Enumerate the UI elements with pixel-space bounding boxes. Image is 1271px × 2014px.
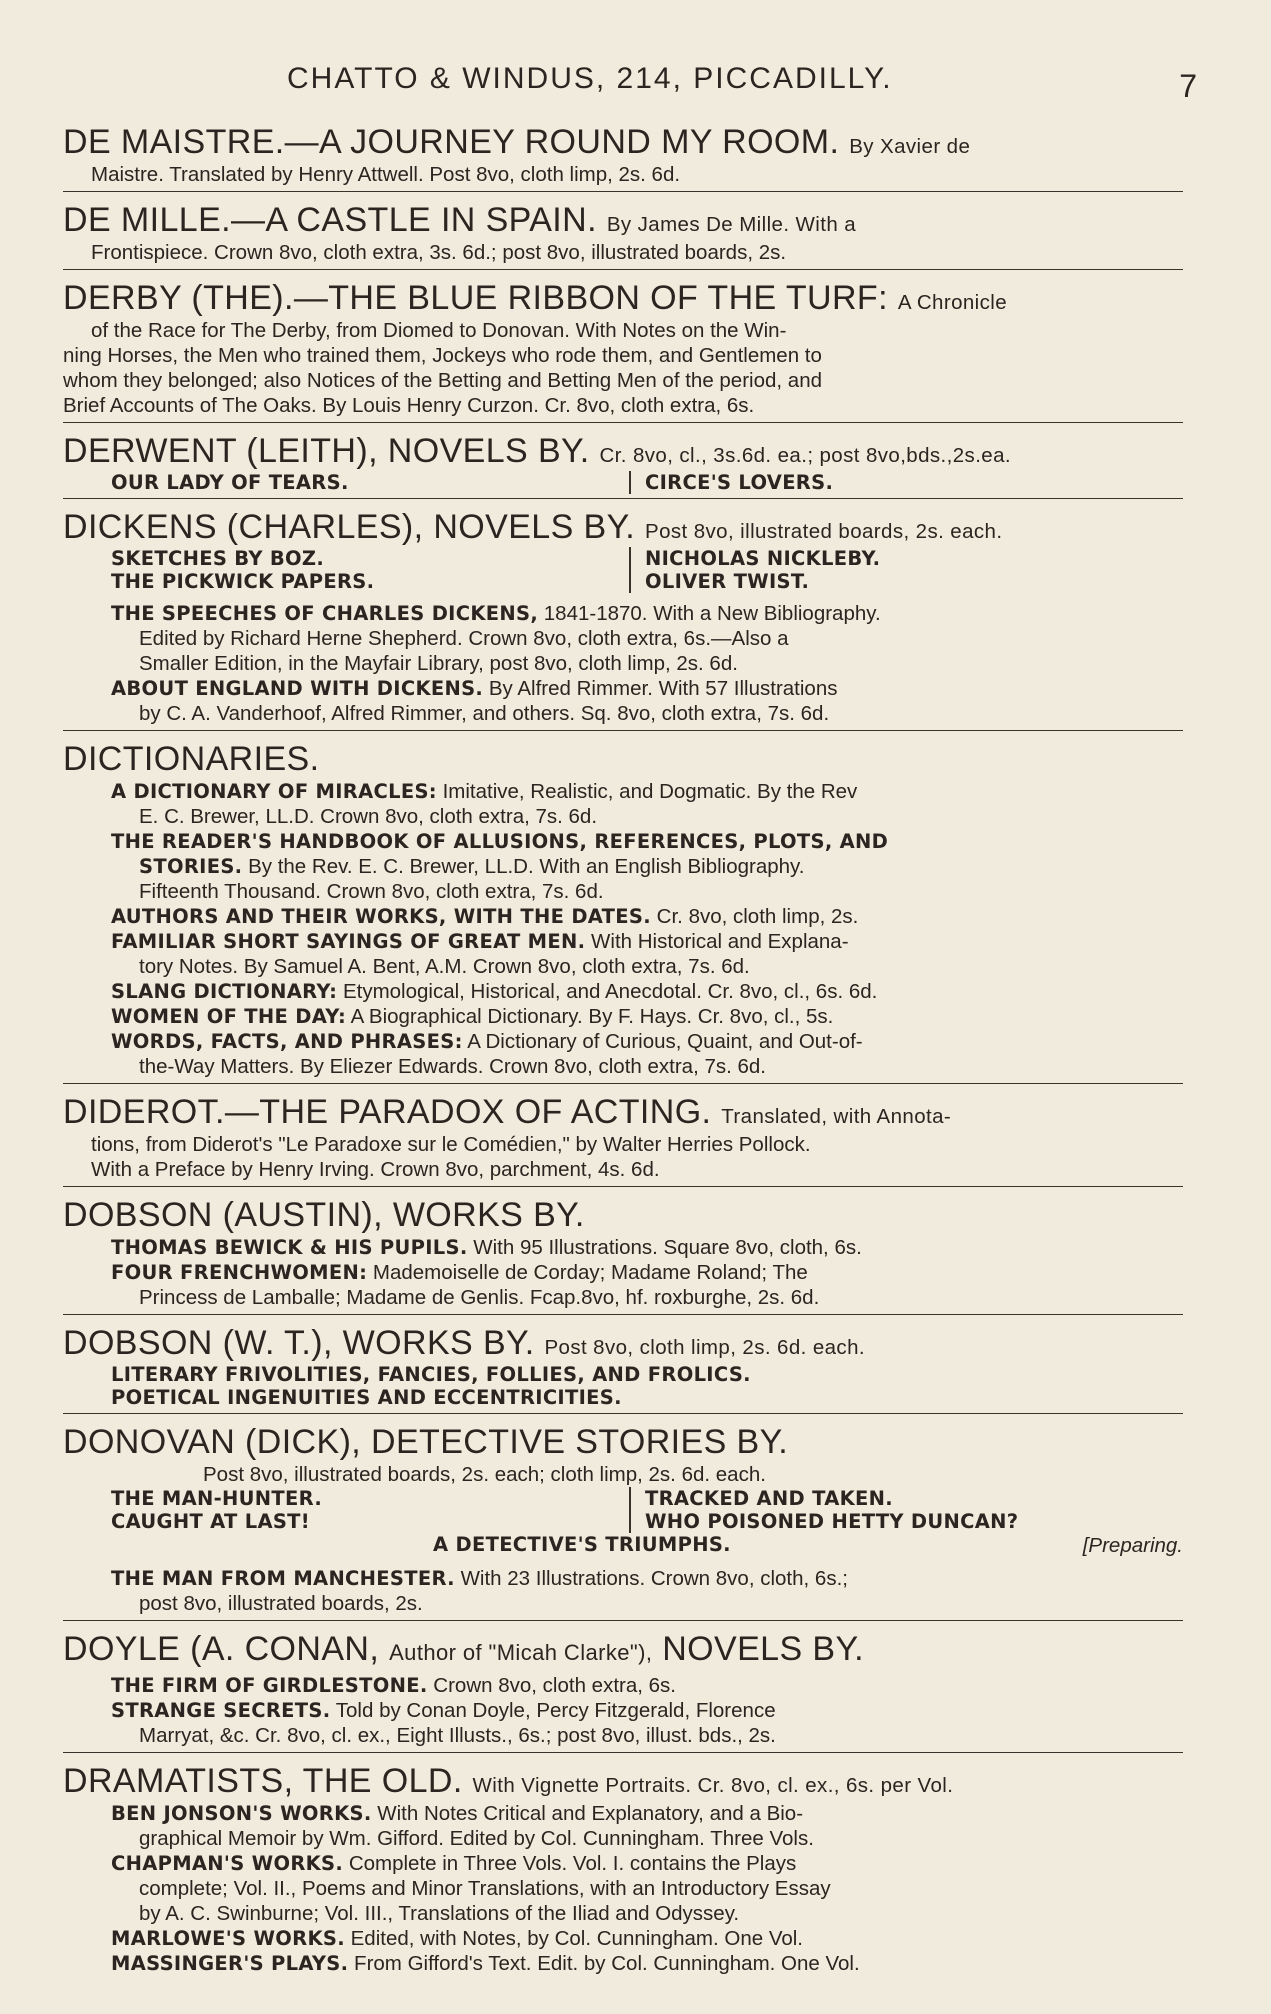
running-head-title: CHATTO & WINDUS, 214, PICCADILLY. — [287, 62, 893, 95]
entry-diderot — [63, 1092, 1183, 1187]
entry-text: Complete in Three Vols. Vol. I. contains the Plays — [348, 1852, 797, 1875]
entry-text: Maistre. Translated by Henry Attwell. Post 8vo, cloth limp, 2s. 6d. — [91, 163, 681, 186]
entry-text: Imitative, Realistic, and Dogmatic. By the Rev — [442, 780, 858, 803]
book-title: FOUR FRENCHWOMEN: — [111, 1261, 368, 1284]
entry-de-maistre — [63, 122, 1183, 192]
page-number: 7 — [1179, 68, 1197, 104]
entry-text: Edited, with Notes, by Col. Cunningham. One Vol. — [350, 1927, 804, 1950]
entry-text: Fifteenth Thousand. Crown 8vo, cloth extra, 7s. 6d. — [139, 880, 604, 903]
entry-heading: DOBSON (AUSTIN), WORKS BY. — [63, 1196, 585, 1234]
entry-text: Marryat, &c. Cr. 8vo, cl. ex., Eight Illusts., 6s.; post 8vo, illust. bds., 2s. — [139, 1724, 776, 1747]
entry-heading: DERBY (THE).—THE BLUE RIBBON OF THE TURF: — [63, 279, 888, 317]
book-title: NICHOLAS NICKLEBY. — [645, 547, 881, 570]
book-title: A DETECTIVE'S TRIUMPHS. — [433, 1533, 731, 1556]
entry-text: 1841-1870. With a New Bibliography. — [543, 602, 881, 625]
book-title: CHAPMAN'S WORKS. — [111, 1852, 344, 1875]
book-title: AUTHORS AND THEIR WORKS, WITH THE DATES. — [111, 905, 651, 928]
entry-heading: DONOVAN (DICK), DETECTIVE STORIES BY. — [63, 1423, 789, 1461]
entry-heading: NOVELS BY. — [662, 1630, 864, 1668]
book-title: FAMILIAR SHORT SAYINGS OF GREAT MEN. — [111, 930, 586, 953]
entry-text: By the Rev. E. C. Brewer, LL.D. With an English Bibliography. — [248, 855, 805, 878]
book-title: THE MAN FROM MANCHESTER. — [111, 1567, 455, 1590]
entry-de-mille — [63, 200, 1183, 270]
entry-text: tions, from Diderot's "Le Paradoxe sur le Comédien," by Walter Herries Pollock. — [91, 1133, 811, 1156]
entry-text: Cr. 8vo, cl., 3s.6d. ea.; post 8vo,bds.,2s.ea. — [599, 444, 1011, 467]
entry-text: By Alfred Rimmer. With 57 Illustrations — [488, 677, 838, 700]
entry-text: Post 8vo, cloth limp, 2s. 6d. each. — [544, 1336, 865, 1359]
entry-text: Mademoiselle de Corday; Madame Roland; The — [372, 1261, 808, 1284]
entry-heading: DOYLE (A. CONAN, — [63, 1630, 380, 1668]
entry-derwent — [63, 431, 1183, 499]
book-title: THE READER'S HANDBOOK OF ALLUSIONS, REFERENCES, PLOTS, AND — [111, 830, 889, 853]
entry-text: With 23 Illustrations. Crown 8vo, cloth, 6s.; — [460, 1567, 848, 1590]
entry-text: Edited by Richard Herne Shepherd. Crown 8vo, cloth extra, 6s.—Also a — [139, 627, 789, 650]
running-head — [55, 62, 1197, 122]
entry-text: Frontispiece. Crown 8vo, cloth extra, 3s. 6d.; post 8vo, illustrated boards, 2s. — [91, 241, 787, 264]
entry-heading: DOBSON (W. T.), WORKS BY. — [63, 1324, 535, 1362]
entry-text: By James De Mille. With a — [606, 213, 857, 236]
entry-text: Translated, with Annota- — [721, 1105, 952, 1128]
entry-text: by C. A. Vanderhoof, Alfred Rimmer, and others. Sq. 8vo, cloth extra, 7s. 6d. — [139, 702, 830, 725]
entry-doyle — [63, 1629, 1183, 1753]
book-title: BEN JONSON'S WORKS. — [111, 1802, 372, 1825]
book-title: OUR LADY OF TEARS. — [111, 471, 631, 494]
entry-text: of the Race for The Derby, from Diomed to Donovan. With Notes on the Win- — [91, 319, 787, 342]
entry-text: whom they belonged; also Notices of the Betting and Betting Men of the period, and — [63, 369, 822, 392]
entry-heading: DERWENT (LEITH), NOVELS BY. — [63, 432, 590, 470]
book-title: CIRCE'S LOVERS. — [645, 471, 834, 494]
book-title: STRANGE SECRETS. — [111, 1699, 331, 1722]
entry-text: From Gifford's Text. Edit. by Col. Cunningham. One Vol. — [354, 1952, 860, 1975]
entry-heading: DRAMATISTS, THE OLD. — [63, 1762, 463, 1800]
title-columns — [63, 547, 1183, 593]
book-title: THE MAN-HUNTER. — [111, 1487, 323, 1510]
entry-text: A Biographical Dictionary. By F. Hays. Cr. 8vo, cl., 5s. — [350, 1005, 834, 1028]
entry-text: Cr. 8vo, cloth limp, 2s. — [656, 905, 859, 928]
book-title: SLANG DICTIONARY: — [111, 980, 338, 1003]
book-title: LITERARY FRIVOLITIES, FANCIES, FOLLIES, AND FROLICS. — [111, 1363, 751, 1386]
entry-text: post 8vo, illustrated boards, 2s. — [139, 1592, 423, 1615]
book-title: CAUGHT AT LAST! — [111, 1510, 310, 1533]
title-columns — [63, 1487, 1183, 1533]
entry-text: complete; Vol. II., Poems and Minor Translations, with an Introductory Essay — [139, 1877, 831, 1900]
entry-heading: DIDEROT.—THE PARADOX OF ACTING. — [63, 1093, 712, 1131]
entry-text: graphical Memoir by Wm. Gifford. Edited by Col. Cunningham. Three Vols. — [139, 1827, 814, 1850]
book-title: OLIVER TWIST. — [645, 570, 810, 593]
book-title: THE PICKWICK PAPERS. — [111, 570, 375, 593]
entry-text: With Historical and Explana- — [591, 930, 849, 953]
book-title: THE SPEECHES OF CHARLES DICKENS, — [111, 602, 539, 625]
entry-text: E. C. Brewer, LL.D. Crown 8vo, cloth extra, 7s. 6d. — [139, 805, 598, 828]
book-title: MASSINGER'S PLAYS. — [111, 1952, 349, 1975]
entry-text: by A. C. Swinburne; Vol. III., Translations of the Iliad and Odyssey. — [139, 1902, 740, 1925]
book-title: SKETCHES BY BOZ. — [111, 547, 325, 570]
book-title: WHO POISONED HETTY DUNCAN? — [645, 1510, 1019, 1533]
preparing-note: [Preparing. — [1082, 1534, 1183, 1557]
book-title: WORDS, FACTS, AND PHRASES: — [111, 1030, 463, 1053]
entry-text: Crown 8vo, cloth extra, 6s. — [433, 1674, 676, 1697]
book-title: ABOUT ENGLAND WITH DICKENS. — [111, 677, 484, 700]
title-columns — [63, 471, 1183, 494]
entry-text: By Xavier de — [849, 135, 971, 158]
entry-heading: DICKENS (CHARLES), NOVELS BY. — [63, 508, 636, 546]
book-title: TRACKED AND TAKEN. — [645, 1487, 893, 1510]
book-title: POETICAL INGENUITIES AND ECCENTRICITIES. — [111, 1386, 622, 1409]
book-title: THE FIRM OF GIRDLESTONE. — [111, 1674, 428, 1697]
entry-text: tory Notes. By Samuel A. Bent, A.M. Crown 8vo, cloth extra, 7s. 6d. — [139, 955, 750, 978]
entry-text: ning Horses, the Men who trained them, Jockeys who rode them, and Gentlemen to — [63, 344, 822, 367]
entry-text: A Dictionary of Curious, Quaint, and Out-of- — [467, 1030, 863, 1053]
entry-text: With Vignette Portraits. Cr. 8vo, cl. ex., 6s. per Vol. — [472, 1774, 954, 1797]
entry-derby — [63, 278, 1183, 423]
entry-text: Told by Conan Doyle, Percy Fitzgerald, Florence — [335, 1699, 776, 1722]
entry-text: A Chronicle — [897, 291, 1008, 314]
book-title: WOMEN OF THE DAY: — [111, 1005, 347, 1028]
entry-heading: DE MILLE.—A CASTLE IN SPAIN. — [63, 201, 597, 239]
entry-text: With a Preface by Henry Irving. Crown 8vo, parchment, 4s. 6d. — [91, 1158, 660, 1181]
entry-dramatists — [63, 1761, 1183, 1980]
entry-text: Post 8vo, illustrated boards, 2s. each. — [645, 520, 1003, 543]
entry-heading-note: Author of "Micah Clarke"), — [389, 1640, 653, 1665]
entry-text: With Notes Critical and Explanatory, and a Bio- — [377, 1802, 804, 1825]
entry-text: Post 8vo, illustrated boards, 2s. each; cloth limp, 2s. 6d. each. — [203, 1463, 766, 1486]
entry-dickens — [63, 507, 1183, 731]
entry-heading: DICTIONARIES. — [63, 740, 320, 778]
entry-text: the-Way Matters. By Eliezer Edwards. Crown 8vo, cloth extra, 7s. 6d. — [139, 1055, 767, 1078]
entry-text: Etymological, Historical, and Anecdotal. Cr. 8vo, cl., 6s. 6d. — [342, 980, 878, 1003]
entry-text: With 95 Illustrations. Square 8vo, cloth, 6s. — [473, 1236, 862, 1259]
entry-dictionaries — [63, 739, 1183, 1084]
book-title: A DICTIONARY OF MIRACLES: — [111, 780, 437, 803]
entry-dobson-wt — [63, 1323, 1183, 1414]
entry-text: Smaller Edition, in the Mayfair Library, post 8vo, cloth limp, 2s. 6d. — [139, 652, 738, 675]
entry-text: Brief Accounts of The Oaks. By Louis Henry Curzon. Cr. 8vo, cloth extra, 6s. — [63, 394, 755, 417]
book-title: MARLOWE'S WORKS. — [111, 1927, 345, 1950]
entry-donovan — [63, 1422, 1183, 1621]
entry-heading: DE MAISTRE.—A JOURNEY ROUND MY ROOM. — [63, 123, 840, 161]
book-title: THOMAS BEWICK & HIS PUPILS. — [111, 1236, 468, 1259]
entry-text: Princess de Lamballe; Madame de Genlis. Fcap.8vo, hf. roxburghe, 2s. 6d. — [139, 1286, 820, 1309]
entry-dobson-austin — [63, 1195, 1183, 1315]
book-title: STORIES. — [139, 855, 243, 878]
